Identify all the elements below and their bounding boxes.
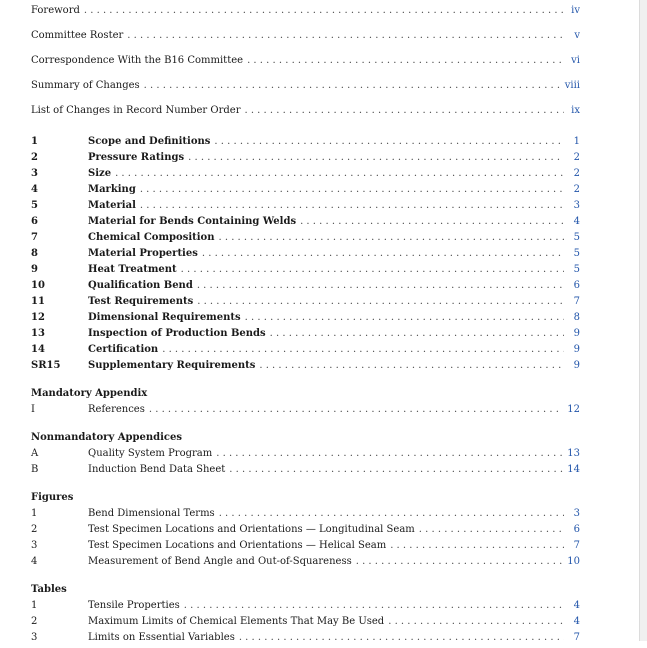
toc-figure-3[interactable] bbox=[31, 540, 580, 556]
toc-page-link[interactable]: 8 bbox=[573, 312, 580, 323]
leader-dots bbox=[214, 136, 564, 147]
toc-section-11[interactable] bbox=[31, 296, 580, 312]
leader-dots bbox=[244, 105, 564, 116]
toc-page-link[interactable]: 13 bbox=[567, 448, 580, 459]
section-title: Qualification Bend bbox=[88, 280, 193, 291]
section-title: Marking bbox=[88, 184, 136, 195]
toc-section-1[interactable] bbox=[31, 136, 580, 152]
toc-page-link[interactable]: 5 bbox=[573, 248, 580, 259]
section-title: Inspection of Production Bends bbox=[88, 328, 266, 339]
section-title: Material Properties bbox=[88, 248, 198, 259]
leader-dots bbox=[149, 404, 563, 415]
leader-dots bbox=[184, 600, 564, 611]
appendix-number: I bbox=[31, 404, 35, 415]
toc-section-10[interactable] bbox=[31, 280, 580, 296]
toc-page-link[interactable]: vi bbox=[571, 55, 580, 66]
section-number: 13 bbox=[31, 328, 45, 339]
leader-dots bbox=[300, 216, 564, 227]
table-title: Limits on Essential Variables bbox=[88, 632, 235, 643]
table-title: Tensile Properties bbox=[88, 600, 180, 611]
section-number: 2 bbox=[31, 152, 38, 163]
figure-title: Test Specimen Locations and Orientations — Helical Seam bbox=[88, 540, 387, 551]
section-title: Size bbox=[88, 168, 112, 179]
leader-dots bbox=[197, 280, 564, 291]
toc-page-link[interactable]: 7 bbox=[573, 632, 580, 643]
toc-table-3[interactable] bbox=[31, 632, 580, 648]
toc-section-4[interactable] bbox=[31, 184, 580, 200]
leader-dots bbox=[162, 344, 564, 355]
section-number: 1 bbox=[31, 136, 38, 147]
toc-page-link[interactable]: 10 bbox=[567, 556, 580, 567]
leader-dots bbox=[202, 248, 564, 259]
toc-page-link[interactable]: 2 bbox=[573, 168, 580, 179]
toc-section-2[interactable] bbox=[31, 152, 580, 168]
toc-appendix-a[interactable] bbox=[31, 448, 580, 464]
section-number: 4 bbox=[31, 184, 38, 195]
leader-dots bbox=[188, 152, 564, 163]
section-number: 5 bbox=[31, 200, 38, 211]
toc-page-link[interactable]: 4 bbox=[573, 216, 580, 227]
table-number: 1 bbox=[31, 600, 38, 611]
appendix-number: B bbox=[31, 464, 39, 475]
section-title: Chemical Composition bbox=[88, 232, 215, 243]
leader-dots bbox=[218, 232, 564, 243]
appendix-number: A bbox=[31, 448, 39, 459]
toc-page-link[interactable]: 6 bbox=[573, 280, 580, 291]
toc-entry-title: Correspondence With the B16 Committee bbox=[31, 55, 244, 66]
toc-entry-title: Summary of Changes bbox=[31, 80, 140, 91]
toc-entry-foreword[interactable] bbox=[31, 5, 580, 21]
toc-page-link[interactable]: 4 bbox=[573, 616, 580, 627]
toc-section-13[interactable] bbox=[31, 328, 580, 344]
toc-page-link[interactable]: 1 bbox=[573, 136, 580, 147]
leader-dots bbox=[259, 360, 564, 371]
toc-entry-title: Foreword bbox=[31, 5, 80, 16]
section-title: Test Requirements bbox=[88, 296, 194, 307]
leader-dots bbox=[181, 264, 564, 275]
toc-page-link[interactable]: 9 bbox=[573, 360, 580, 371]
table-number: 2 bbox=[31, 616, 38, 627]
leader-dots bbox=[140, 184, 564, 195]
toc-entry-list-of-changes[interactable] bbox=[31, 105, 580, 121]
figure-number: 2 bbox=[31, 524, 38, 535]
toc-page-link[interactable]: 14 bbox=[567, 464, 580, 475]
section-number: 14 bbox=[31, 344, 45, 355]
leader-dots bbox=[390, 540, 564, 551]
toc-section-9[interactable] bbox=[31, 264, 580, 280]
toc-page-link[interactable]: 3 bbox=[573, 200, 580, 211]
figure-title: Bend Dimensional Terms bbox=[88, 508, 215, 519]
table-of-contents bbox=[31, 0, 580, 648]
figure-number: 3 bbox=[31, 540, 38, 551]
toc-entry-summary-of-changes[interactable] bbox=[31, 80, 580, 96]
section-number: 8 bbox=[31, 248, 38, 259]
leader-dots bbox=[270, 328, 564, 339]
section-title: Material for Bends Containing Welds bbox=[88, 216, 297, 227]
toc-page-link[interactable]: ix bbox=[571, 105, 580, 116]
leader-dots bbox=[356, 556, 564, 567]
toc-page-link[interactable]: 5 bbox=[573, 264, 580, 275]
leader-dots bbox=[140, 200, 564, 211]
figure-title: Measurement of Bend Angle and Out-of-Squareness bbox=[88, 556, 352, 567]
toc-page-link[interactable]: 6 bbox=[573, 524, 580, 535]
toc-section-5[interactable] bbox=[31, 200, 580, 216]
mandatory-appendix-heading: Mandatory Appendix bbox=[31, 388, 148, 399]
section-title: Heat Treatment bbox=[88, 264, 177, 275]
toc-appendix-i[interactable] bbox=[31, 404, 580, 420]
toc-entry-title: Committee Roster bbox=[31, 30, 124, 41]
toc-page-link[interactable]: 9 bbox=[573, 328, 580, 339]
vertical-scrollbar[interactable] bbox=[639, 0, 647, 641]
toc-figure-4[interactable] bbox=[31, 556, 580, 572]
toc-table-1[interactable] bbox=[31, 600, 580, 616]
toc-page-link[interactable]: 9 bbox=[573, 344, 580, 355]
toc-page-link[interactable]: 4 bbox=[573, 600, 580, 611]
figure-number: 4 bbox=[31, 556, 38, 567]
toc-page-link[interactable]: viii bbox=[564, 80, 580, 91]
toc-section-sr15[interactable] bbox=[31, 360, 580, 376]
leader-dots bbox=[245, 312, 564, 323]
toc-section-14[interactable] bbox=[31, 344, 580, 360]
toc-entry-committee-roster[interactable] bbox=[31, 30, 580, 46]
toc-page-link[interactable]: 3 bbox=[573, 508, 580, 519]
section-number: 10 bbox=[31, 280, 45, 291]
section-number: 3 bbox=[31, 168, 38, 179]
leader-dots bbox=[216, 448, 563, 459]
figures-heading: Figures bbox=[31, 492, 74, 503]
leader-dots bbox=[127, 30, 564, 41]
section-number: 11 bbox=[31, 296, 45, 307]
toc-section-8[interactable] bbox=[31, 248, 580, 264]
leader-dots bbox=[229, 464, 563, 475]
appendix-title: References bbox=[88, 404, 145, 415]
leader-dots bbox=[219, 508, 564, 519]
section-title: Scope and Definitions bbox=[88, 136, 211, 147]
section-number: 7 bbox=[31, 232, 38, 243]
section-number: SR15 bbox=[31, 360, 61, 371]
toc-page-link[interactable]: v bbox=[574, 30, 580, 41]
section-number: 9 bbox=[31, 264, 38, 275]
section-number: 12 bbox=[31, 312, 45, 323]
toc-section-12[interactable] bbox=[31, 312, 580, 328]
leader-dots bbox=[239, 632, 564, 643]
toc-section-3[interactable] bbox=[31, 168, 580, 184]
leader-dots bbox=[388, 616, 564, 627]
section-title: Supplementary Requirements bbox=[88, 360, 256, 371]
toc-appendix-b[interactable] bbox=[31, 464, 580, 480]
appendix-title: Induction Bend Data Sheet bbox=[88, 464, 226, 475]
toc-figure-2[interactable] bbox=[31, 524, 580, 540]
figure-title: Test Specimen Locations and Orientations — Longitudinal Seam bbox=[88, 524, 415, 535]
appendix-title: Quality System Program bbox=[88, 448, 213, 459]
figure-number: 1 bbox=[31, 508, 38, 519]
toc-page-link[interactable]: 7 bbox=[573, 296, 580, 307]
leader-dots bbox=[144, 80, 561, 91]
tables-heading: Tables bbox=[31, 584, 67, 595]
toc-table-2[interactable] bbox=[31, 616, 580, 632]
table-title: Maximum Limits of Chemical Elements That May Be Used bbox=[88, 616, 385, 627]
section-title: Dimensional Requirements bbox=[88, 312, 241, 323]
toc-page-link[interactable]: 2 bbox=[573, 152, 580, 163]
toc-section-7[interactable] bbox=[31, 232, 580, 248]
nonmandatory-appendices-heading: Nonmandatory Appendices bbox=[31, 432, 182, 443]
leader-dots bbox=[419, 524, 564, 535]
toc-entry-title: List of Changes in Record Number Order bbox=[31, 105, 241, 116]
toc-page-link[interactable]: iv bbox=[571, 5, 580, 16]
toc-entry-correspondence[interactable] bbox=[31, 55, 580, 71]
toc-section-6[interactable] bbox=[31, 216, 580, 232]
section-title: Certification bbox=[88, 344, 159, 355]
toc-page-link[interactable]: 5 bbox=[573, 232, 580, 243]
table-number: 3 bbox=[31, 632, 38, 643]
toc-page-link[interactable]: 12 bbox=[567, 404, 580, 415]
leader-dots bbox=[84, 5, 564, 16]
leader-dots bbox=[115, 168, 564, 179]
toc-page-link[interactable]: 2 bbox=[573, 184, 580, 195]
section-title: Pressure Ratings bbox=[88, 152, 185, 163]
toc-page-link[interactable]: 7 bbox=[573, 540, 580, 551]
leader-dots bbox=[197, 296, 564, 307]
section-number: 6 bbox=[31, 216, 38, 227]
toc-figure-1[interactable] bbox=[31, 508, 580, 524]
leader-dots bbox=[247, 55, 564, 66]
section-title: Material bbox=[88, 200, 136, 211]
